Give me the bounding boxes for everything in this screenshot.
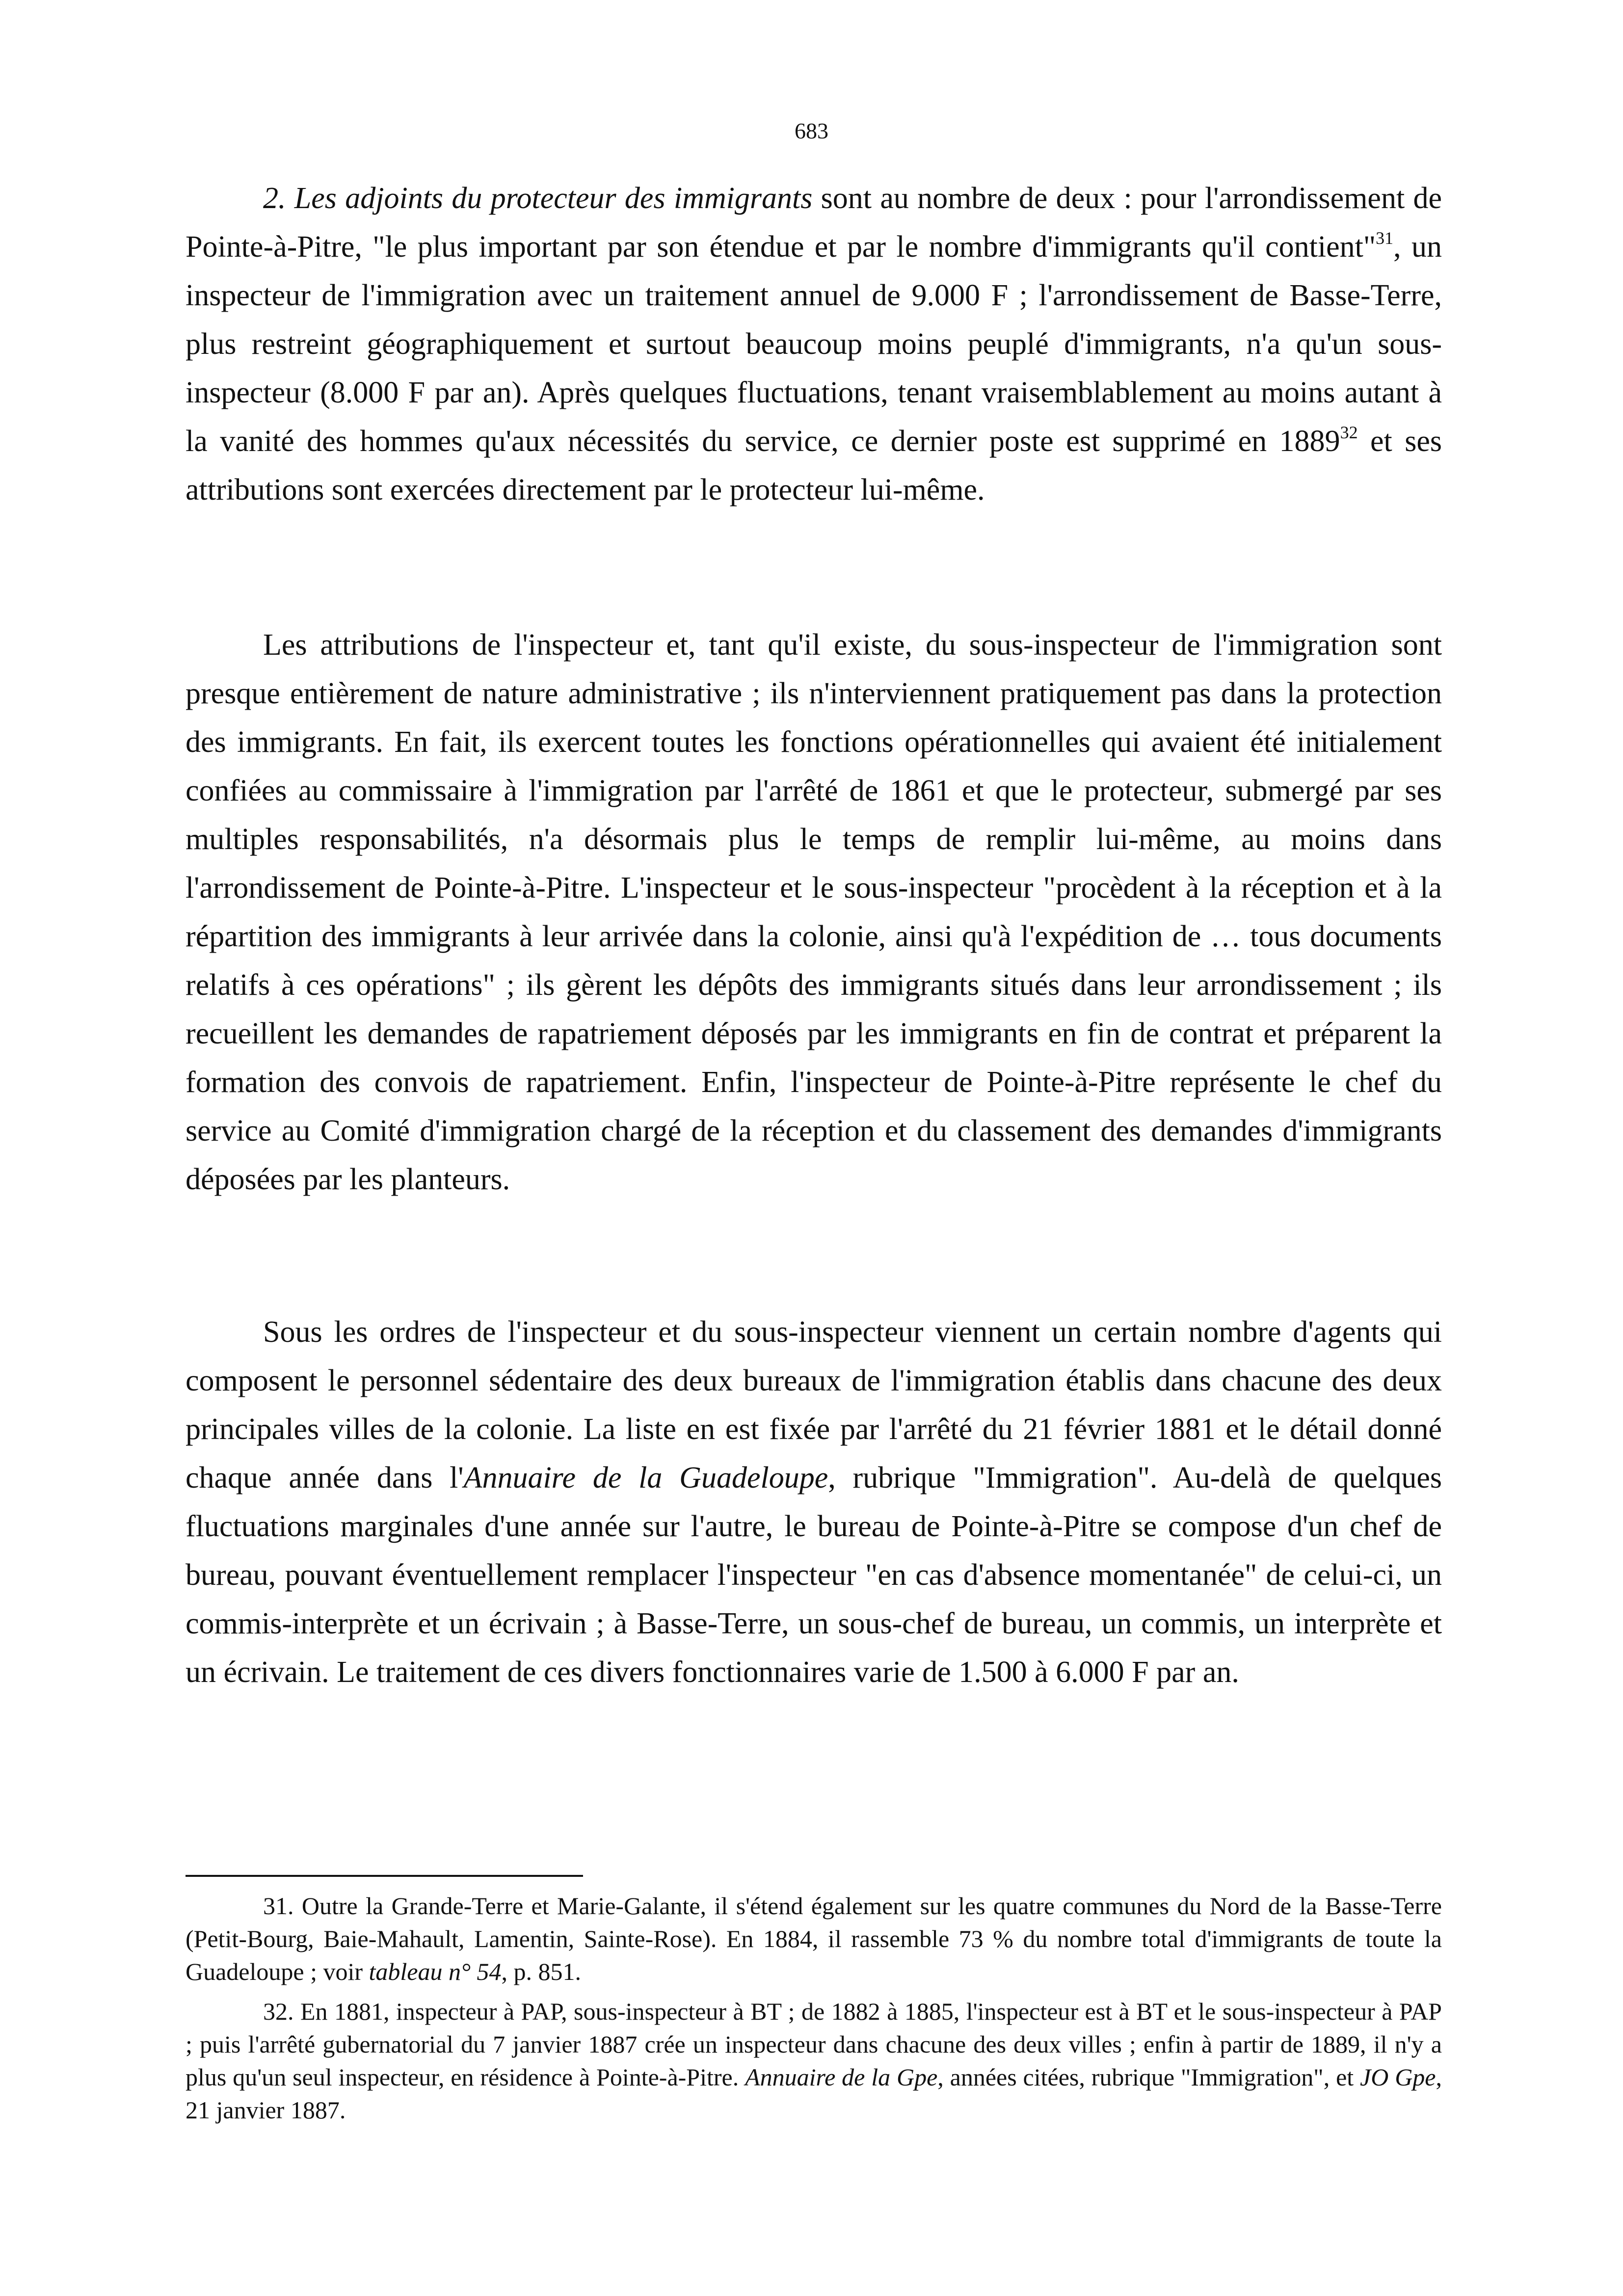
footnote-separator — [186, 1875, 583, 1877]
paragraph-3-text-a: Sous les ordres de l'inspecteur et du sous-inspecteur viennent un certain nombre d'agents qui composent le personnel sédentaire des deux bureaux de l'immigration établis dans chacune des deux principales villes de la colonie. La liste en est fixée par l'arrêté du 21 février 1881 et le détail donné chaque année dans l' — [186, 1315, 1442, 1495]
paragraph-2-text: Les attributions de l'inspecteur et, tant qu'il existe, du sous-inspecteur de l'immigration sont presque entièrement de nature administrative ; ils n'interviennent pratiquement pas dans la protection des immigrants. En fait, ils exercent toutes les fonctions opérationnelles qui avaient été initialement confiées au commissaire à l'immigration par l'arrêté de 1861 et que le protecteur, submergé par ses multiples responsabilités, n'a désormais plus le temps de remplir lui-même, au moins dans l'arrondissement de Pointe-à-Pitre. L'inspecteur et le sous-inspecteur "procèdent à la réception et à la répartition des immigrants à leur arrivée dans la colonie, ainsi qu'à l'expédition de … tous documents relatifs à ces opérations" ; ils gèrent les dépôts des immigrants situés dans leur arrondissement ; ils recueillent les demandes de rapatriement déposés par les immigrants en fin de contrat et préparent la formation des convois de rapatriement. Enfin, l'inspecteur de Pointe-à-Pitre représente le chef du service au Comité d'immigration chargé de la réception et du classement des demandes d'immigrants déposées par les planteurs. — [186, 628, 1442, 1196]
footnote-31-text-a: 31. Outre la Grande-Terre et Marie-Galante, il s'étend également sur les quatre communes du Nord de la Basse-Terre (Petit-Bourg, Baie-Mahault, Lamentin, Sainte-Rose). En 1884, il rassemble 73 % du nombre total d'immigrants de toute la Guadeloupe ; voir — [186, 1892, 1442, 1985]
paragraph-3-italic-title: Annuaire de la Guadeloupe — [463, 1461, 828, 1495]
footnote-ref-32: 32 — [1340, 423, 1358, 442]
footnote-31-italic: tableau n° 54 — [369, 1958, 502, 1985]
paragraph-3 — [186, 1308, 1442, 1697]
footnote-ref-31: 31 — [1376, 228, 1394, 248]
footnote-31 — [186, 1890, 1442, 1988]
paragraph-1-text-c: et ses attributions sont exercées directement par le protecteur lui-même. — [186, 425, 1442, 507]
paragraph-1-text-a: sont au nombre de deux : pour l'arrondissement de Pointe-à-Pitre, "le plus important par son étendue et par le nombre d'immigrants qu'il contient" — [186, 182, 1442, 264]
footnote-31-text-b: , p. 851. — [501, 1958, 581, 1985]
footnote-32-text-a: 32. En 1881, inspecteur à PAP, sous-inspecteur à BT ; de 1882 à 1885, l'inspecteur est à BT et le sous-inspecteur à PAP ; puis l'arrêté gubernatorial du 7 janvier 1887 crée un inspecteur dans chacune des deux villes ; enfin à partir de 1889, il n'y a plus qu'un seul inspecteur, en résidence à Pointe-à-Pitre. — [186, 1998, 1442, 2091]
footnote-32 — [186, 1995, 1442, 2127]
paragraph-1 — [186, 174, 1442, 514]
footnote-32-italic-a: Annuaire de la Gpe — [745, 2063, 938, 2091]
paragraph-1-italic-lead: 2. Les adjoints du protecteur des immigrants — [263, 182, 813, 215]
paragraph-1-text-b: , un inspecteur de l'immigration avec un traitement annuel de 9.000 F ; l'arrondissement de Basse-Terre, plus restreint géographiquement et surtout beaucoup moins peuplé d'immigrants, n'a qu'un sous-inspecteur (8.000 F par an). Après quelques fluctuations, tenant vraisemblablement au moins autant à la vanité des hommes qu'aux nécessités du service, ce dernier poste est supprimé en 1889 — [186, 230, 1442, 458]
page-number: 683 — [795, 118, 828, 143]
footnote-32-italic-b: JO Gpe — [1360, 2063, 1436, 2091]
footnotes — [186, 1890, 1442, 2134]
footnote-32-text-c: , 21 janvier 1887. — [186, 2063, 1442, 2124]
paragraph-3-text-b: , rubrique "Immigration". Au-delà de quelques fluctuations marginales d'une année sur l'autre, le bureau de Pointe-à-Pitre se compose d'un chef de bureau, pouvant éventuellement remplacer l'inspecteur "en cas d'absence momentanée" de celui-ci, un commis-interprète et un écrivain ; à Basse-Terre, un sous-chef de bureau, un commis, un interprète et un écrivain. Le traitement de ces divers fonctionnaires varie de 1.500 à 6.000 F par an. — [186, 1461, 1442, 1689]
paragraph-2 — [186, 621, 1442, 1204]
footnote-32-text-b: , années citées, rubrique "Immigration", et — [937, 2063, 1360, 2091]
